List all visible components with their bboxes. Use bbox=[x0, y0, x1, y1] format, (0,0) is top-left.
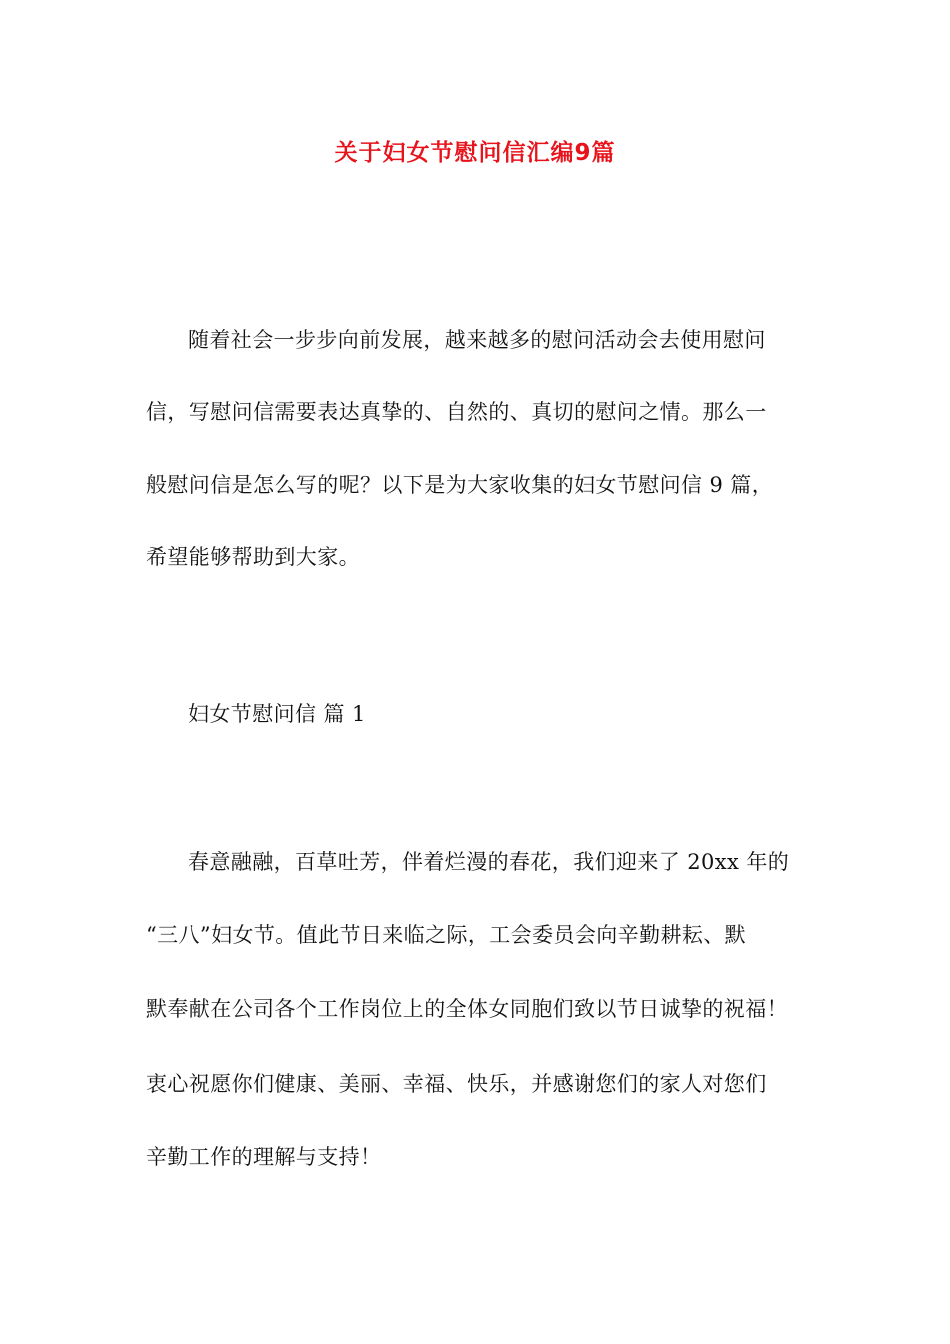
intro-line-1: 随着社会一步步向前发展，越来越多的慰问活动会去使用慰问 bbox=[188, 328, 766, 352]
section-heading: 妇女节慰问信 篇 1 bbox=[188, 702, 366, 726]
body-line-1: 春意融融，百草吐芳，伴着烂漫的春花，我们迎来了 20xx 年的 bbox=[188, 850, 790, 874]
intro-line-4: 希望能够帮助到大家。 bbox=[146, 545, 360, 569]
body-line-3: 默奉献在公司各个工作岗位上的全体女同胞们致以节日诚挚的祝福！ bbox=[146, 997, 788, 1021]
document-title: 关于妇女节慰问信汇编9篇 bbox=[334, 140, 616, 166]
intro-line-2: 信，写慰问信需要表达真挚的、自然的、真切的慰问之情。那么一 bbox=[146, 400, 767, 424]
body-line-2: “三八”妇女节。值此节日来临之际，工会委员会向辛勤耕耘、默 bbox=[146, 923, 747, 947]
intro-line-3: 般慰问信是怎么写的呢？以下是为大家收集的妇女节慰问信 9 篇， bbox=[146, 473, 774, 497]
body-line-4: 衷心祝愿你们健康、美丽、幸福、快乐，并感谢您们的家人对您们 bbox=[146, 1072, 767, 1096]
body-line-5: 辛勤工作的理解与支持！ bbox=[146, 1145, 382, 1169]
